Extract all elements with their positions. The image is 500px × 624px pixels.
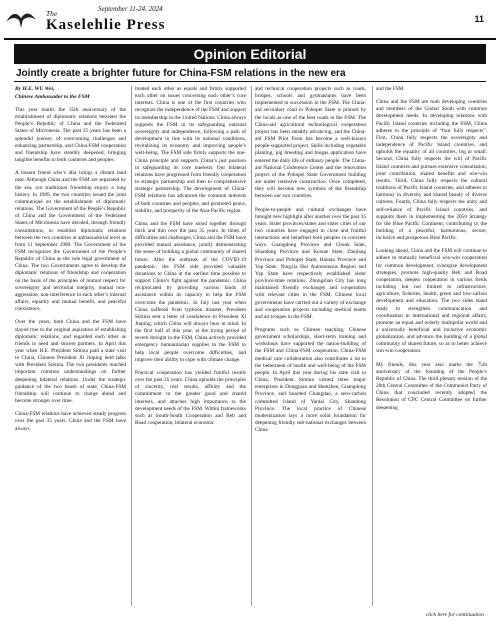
paper-pre-title: The [46,9,58,18]
paragraph: Programs such as Chinese teaching, Chinese government scholarships, short-term training and workshops have supported the nation-building of the FSM and China-FSM cooperation. China-FSM medical care collaboration also contributes a lot to the betterment of health and well-being of the FSM people. In April this year during his state visit to China, President Simina visited three major enterprises in Dongguan and Shenzhen, Guangdong Province, and boarded Changdao, a zero-carbon committed island of Yantai City, Shandong Province. The local practice of Chinese modernization lays a more solid foundation for deepening friendly sub-national exchanges between China [255,327,366,434]
byline-role: Chinese Ambassador to the FSM [15,93,90,100]
article-headline: Jointly create a brighter future for China-FSM relations in the new era [16,68,346,79]
masthead [0,0,500,38]
masthead-rule [4,38,496,40]
headline-rule [14,81,486,82]
frigate-bird-logo-icon [4,4,38,32]
paragraph: China and the FSM are both developing countries and members of the Global South with common development needs. In developing relations with Pacific Island countries including the FSM, China adheres to the principle of “four fully respects”. First, China fully respects the sovereignty and independence of Pacific Island countries, and upholds the equality of all countries, big or small. Second, China fully respects the will of Pacific Island countries and pursues extensive consultation, joint contribution, shared benefits and win-win results. Third, China fully respects the cultural traditions of Pacific Island countries, and adheres to harmony in diversity and shared beauty of diverse cultures. Fourth, China fully respects the unity and self-reliance of Pacific Island countries, and supports them in implementing the 2050 Strategy for the Blue Pacific Continent, contributing to the building of a peaceful, harmonious, secure, inclusive and prosperous Blue Pacific. [376,99,487,242]
column-divider [372,86,373,606]
byline-author: By H.E. WU Wei, [15,86,55,92]
column-divider [131,86,132,606]
paragraph: My friends, this year also marks the 75th anniversary of the founding of the People’s Republic of China. The third plenary session of the 20th Central Committee of the Communist Party of China that concluded recently adopted the Resolution of CPC Central Committee on further deepening [376,361,487,411]
paragraph: This year marks the 35th anniversary of the establishment of diplomatic relations between the People’s Republic of China and the Federated States of Micronesia. The past 35 years has been a splendid journey of overcoming challenges and enhancing partnership, and China-FSM cooperation and friendship have steadily deepened, bringing tangible benefits to both countries and peoples. [15,107,126,164]
article-column-2 [135,86,246,433]
paragraph: A bosom friend who’s afar brings a distant land near. Although China and the FSM are separated by the sea, our traditional friendship enjoys a long history. In 1989, the two countries issued the joint communiqué on the establishment of diplomatic relations. The Government of the People’s Republic of China and the Government of the Federated States of Micronesia have decided, through friendly consultations, to establish diplomatic relations between the two countries at ambassadorial level as from 11 September 1989. The Government of the FSM recognizes the Government of the People’s Republic of China as the sole legal government of China. The two Governments agree to develop the diplomatic relations of friendship and cooperation on the basis of the principles of mutual respect for sovereignty and territorial integrity, mutual non-aggression, non-interference in each other’s internal affairs, equality and mutual benefit, and peaceful coexistence. [15,170,126,313]
article-column-4 [376,86,487,418]
paper-title: Kaselehlie Press [46,17,166,33]
issue-date: September 11-24, 2024 [98,5,163,13]
paragraph: China and the FSM have stood together through thick and thin over the past 35 years. In times of difficulties and challenges, China and the FSM have provided mutual assistance, jointly demonstrating the sense of building a global community of shared future. After the outbreak of the COVID-19 pandemic, the FSM side provided valuable donations to China at the earliest time possible to support China’s fight against the pandemic. China reciprocated by providing various kinds of assistance within its capacity to help the FSM overcome the pandemic. In July last year when China suffered from typhoon disaster, President Simina sent a letter of condolence to President Xi Jinping, which China will always bear in mind. In the first half of this year, at the trying period of severe drought in the FSM, China actively provided emergency humanitarian supplies to the FSM to help local people overcome difficulties, and improve their ability to cope with climate change. [135,220,246,363]
byline [15,86,126,101]
article-column-3 [255,86,366,440]
paragraph: and technical cooperation projects such as roads, bridges, schools and gymnasiums have been implemented in succession in the FSM. The China-aid secondary road in Pohnpei State is praised by the locals as one of the best roads in the FSM. The China-aid agricultural technological cooperation project has been steadily advancing, and the China-aid FSM Pilot Farm has become a well-known people-supported project. Skills including vegetable planting, pig breeding and biogas application have entered the daily life of ordinary people. The China-aid National Conference Center and the renovation project of the Pohnpei State Government building are under intensive construction. Once completed, they will become new symbols of the friendship between our two countries. [255,86,366,200]
article-column-1 [15,86,126,439]
paragraph: Over the years, both China and the FSM have stayed true to the original aspiration of establishing diplomatic relations, and regarded each other as friends in need and sincere partners. In April this year when H.E. President Simina paid a state visit to China, Chinese President Xi Jinping held talks with President Simina. The two presidents reached important common understandings on further deepening bilateral relations. Under the strategic guidance of the two heads of state, China-FSM friendship will continue to charge ahead and become stronger over time. [15,319,126,405]
paragraph: People-to-people and cultural exchanges have brought new highlight after another over the past 35 years. Sister provinces/states and sister cities of our two countries have engaged in close and fruitful interactions and benefited both peoples in concrete ways. Guangdong Province and Chuuk State, Shandong Province and Kosrae State, Zhejiang Province and Pohnpei State, Hainan Province and Yap State, Ningxia Hui Autonomous Region and Yap State have respectively established sister province/state relations. Zhongshan City has long maintained friendly exchanges and cooperation with relevant cities in the FSM. Chinese local governments have carried out a variety of exchange and cooperation projects including medical teams and art troupes in the FSM. [255,206,366,320]
paragraph: Looking ahead, China and the FSM will continue to adhere to mutually beneficial win-win cooperation for common development, synergize development strategies, promote high-quality Belt and Road cooperation, deepen cooperation in various fields including but not limited to infrastructure, agriculture, fisheries, health, green and low-carbon development and education. The two sides stand ready to strengthen communication and coordination in international and regional affairs, promote an equal and orderly multipolar world and a universally beneficial and inclusive economic globalization, and advance the building of a global community of shared future, so as to better achieve win-win cooperation. [376,248,487,355]
paragraph: Practical cooperation has yielded fruitful results over the past 35 years. China upholds the principles of sincerity, real results, affinity and the commitment to the greater good and shared interests, and attaches high importance to the development needs of the FSM. Within frameworks such as South-South Cooperation and Belt and Road cooperation, bilateral economic [135,369,246,427]
continuation-link[interactable]: click here for continuation [425,612,484,618]
paragraph: China-FSM relations have achieved steady progress over the past 35 years. China and the FSM have always [15,411,126,432]
paragraph: and the FSM. [376,86,405,92]
column-divider [251,86,252,606]
paragraph: treated each other as equals and firmly supported each other on issues concerning each other’s core interests. China is one of the first countries who recognize the independence of the FSM and support its membership in the United Nations. China always supports the FSM in its safeguarding national sovereignty and independence, following a path of development in line with its national conditions, revitalizing its economy and improving people’s well-being. The FSM side firmly supports the one-China principle and supports China’s just position in safeguarding its core interests. Our bilateral relations have progressed from friendly cooperation to strategic partnership and then to comprehensive strategic partnership. The development of China-FSM relations has advanced the common interests of both countries and peoples, and promoted peace, stability, and prosperity of the Asia-Pacific region. [135,86,246,214]
page-number: 11 [474,14,484,24]
section-banner: Opinion Editorial [14,44,486,64]
